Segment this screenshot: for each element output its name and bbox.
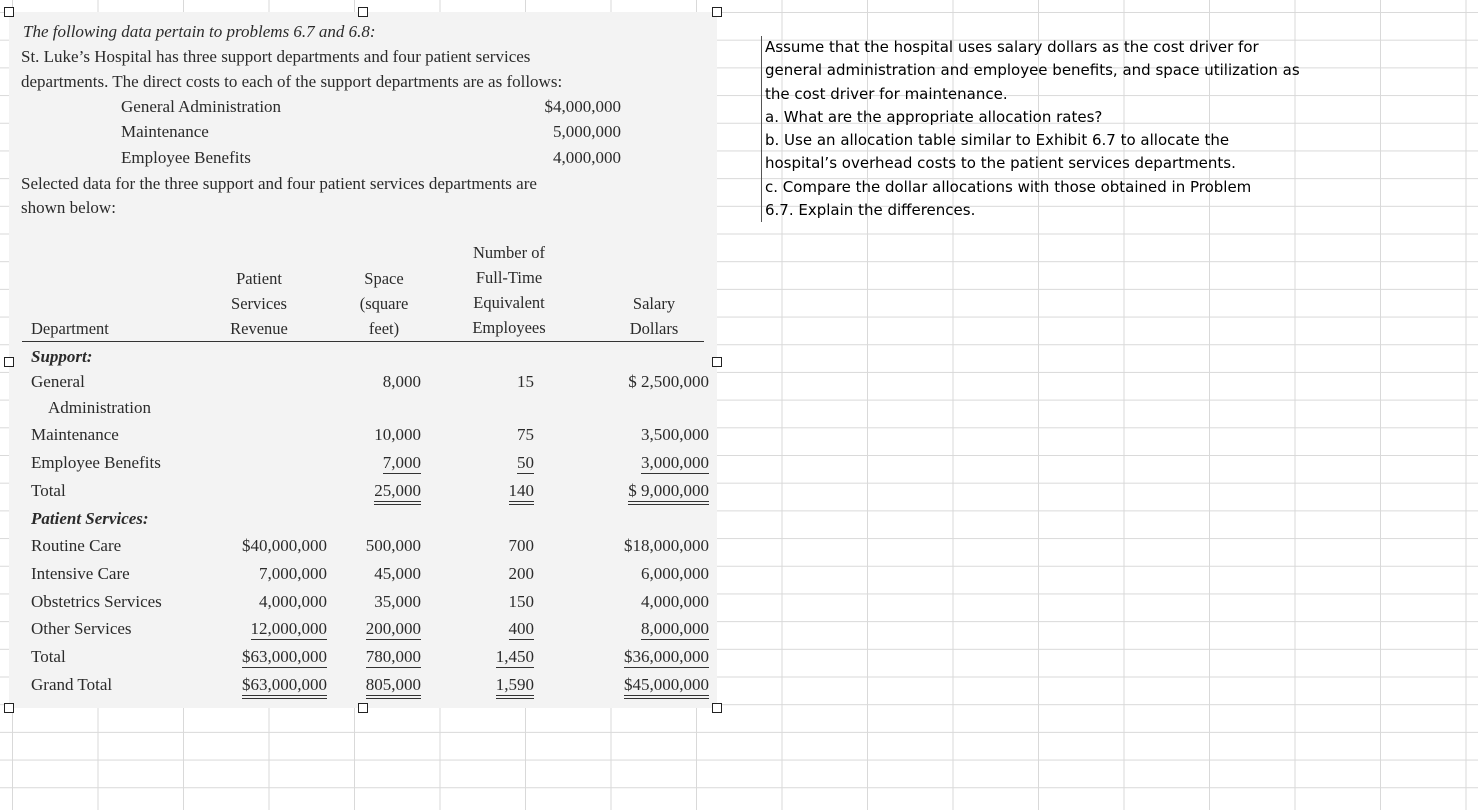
header-rule bbox=[22, 341, 704, 342]
cell-space: 805,000 bbox=[366, 675, 421, 699]
question-line: c. Compare the dollar allocations with those obtained in Problem bbox=[765, 177, 1252, 196]
header-fte: Number of Full-Time Equivalent Employees bbox=[472, 243, 546, 337]
header-salary: Salary Dollars bbox=[629, 294, 679, 338]
cell-space: 8,000 bbox=[382, 372, 421, 391]
cell-space: 25,000 bbox=[374, 481, 421, 505]
cell-fte: 1,450 bbox=[495, 647, 534, 666]
row-dept: Total bbox=[31, 481, 66, 500]
row-dept: Routine Care bbox=[31, 536, 122, 555]
cell-fte: 700 bbox=[508, 536, 534, 555]
cell-salary: 6,000,000 bbox=[641, 564, 709, 583]
row-dept: Maintenance bbox=[31, 425, 119, 444]
resize-handle-bottom-right[interactable] bbox=[712, 703, 722, 713]
cell-space: 500,000 bbox=[365, 536, 421, 555]
cell-revenue: $63,000,000 bbox=[242, 647, 327, 666]
resize-handle-top-right[interactable] bbox=[712, 7, 722, 17]
patient-section-label: Patient Services: bbox=[31, 509, 149, 528]
cell-space: 7,000 bbox=[382, 453, 421, 472]
direct-cost-value: 4,000,000 bbox=[553, 148, 621, 167]
cell-salary: $18,000,000 bbox=[624, 536, 709, 555]
resize-handle-top[interactable] bbox=[358, 7, 368, 17]
cell-fte: 200 bbox=[508, 564, 534, 583]
row-dept: Obstetrics Services bbox=[31, 592, 162, 611]
cell-fte: 140 bbox=[509, 481, 535, 505]
question-line: b. Use an allocation table similar to Exhibit 6.7 to allocate the bbox=[765, 131, 1230, 150]
cell-revenue: 4,000,000 bbox=[259, 592, 327, 611]
cell-space: 10,000 bbox=[374, 425, 421, 444]
row-dept: Employee Benefits bbox=[31, 453, 161, 472]
intro-line: St. Luke’s Hospital has three support departments and four patient services bbox=[21, 47, 531, 66]
direct-cost-name: Maintenance bbox=[121, 122, 209, 141]
intro-line: The following data pertain to problems 6.7 and 6.8: bbox=[23, 22, 376, 41]
cell-fte: 1,590 bbox=[496, 675, 534, 699]
intro-line: Selected data for the three support and four patient services departments are bbox=[21, 174, 537, 193]
cell-salary: 3,500,000 bbox=[641, 425, 709, 444]
cell-salary: 8,000,000 bbox=[641, 619, 709, 638]
cell-salary: $36,000,000 bbox=[624, 647, 709, 666]
header-department: Department bbox=[31, 319, 109, 338]
intro-line: shown below: bbox=[21, 198, 116, 217]
question-text[interactable] bbox=[761, 36, 1300, 222]
row-dept: Total bbox=[31, 647, 66, 666]
cell-fte: 50 bbox=[517, 453, 534, 472]
cell-revenue: 12,000,000 bbox=[250, 619, 327, 638]
resize-handle-top-left[interactable] bbox=[4, 7, 14, 17]
cell-salary: $ 9,000,000 bbox=[628, 481, 709, 505]
direct-cost-value: 5,000,000 bbox=[553, 122, 621, 141]
resize-handle-right[interactable] bbox=[712, 357, 722, 367]
header-space: Space (square feet) bbox=[359, 269, 409, 338]
cell-space: 200,000 bbox=[365, 619, 421, 638]
header-revenue: Patient Services Revenue bbox=[230, 269, 288, 338]
cell-fte: 150 bbox=[508, 592, 534, 611]
problem-image[interactable] bbox=[9, 12, 717, 708]
resize-handle-bottom[interactable] bbox=[358, 703, 368, 713]
cell-revenue: 7,000,000 bbox=[259, 564, 327, 583]
question-line: general administration and employee benefits, and space utilization as bbox=[765, 61, 1300, 80]
cell-space: 45,000 bbox=[374, 564, 421, 583]
direct-cost-name: Employee Benefits bbox=[121, 148, 251, 167]
question-line: a. What are the appropriate allocation rates? bbox=[765, 107, 1103, 126]
resize-handle-bottom-left[interactable] bbox=[4, 703, 14, 713]
cell-salary: $45,000,000 bbox=[624, 675, 709, 699]
question-line: the cost driver for maintenance. bbox=[765, 84, 1008, 103]
row-dept: Administration bbox=[48, 398, 151, 417]
cell-salary: 4,000,000 bbox=[641, 592, 709, 611]
row-dept: General bbox=[31, 372, 85, 391]
cell-revenue: $63,000,000 bbox=[242, 675, 327, 699]
cell-fte: 400 bbox=[508, 619, 534, 638]
cell-salary: $ 2,500,000 bbox=[628, 372, 709, 391]
row-dept: Intensive Care bbox=[31, 564, 130, 583]
direct-cost-name: General Administration bbox=[121, 97, 282, 116]
cell-fte: 15 bbox=[517, 372, 534, 391]
direct-cost-value: $4,000,000 bbox=[544, 97, 621, 116]
cell-salary: 3,000,000 bbox=[641, 453, 709, 472]
resize-handle-left[interactable] bbox=[4, 357, 14, 367]
cell-revenue: $40,000,000 bbox=[242, 536, 327, 555]
row-dept: Other Services bbox=[31, 619, 132, 638]
question-line: hospital’s overhead costs to the patient services departments. bbox=[765, 154, 1236, 173]
cell-fte: 75 bbox=[517, 425, 534, 444]
row-dept: Grand Total bbox=[31, 675, 113, 694]
question-line: 6.7. Explain the differences. bbox=[765, 201, 976, 220]
intro-line: departments. The direct costs to each of the support departments are as follows: bbox=[21, 72, 563, 91]
cell-space: 35,000 bbox=[374, 592, 421, 611]
question-line: Assume that the hospital uses salary dollars as the cost driver for bbox=[765, 38, 1259, 56]
support-section-label: Support: bbox=[31, 347, 93, 366]
cell-space: 780,000 bbox=[365, 647, 421, 666]
